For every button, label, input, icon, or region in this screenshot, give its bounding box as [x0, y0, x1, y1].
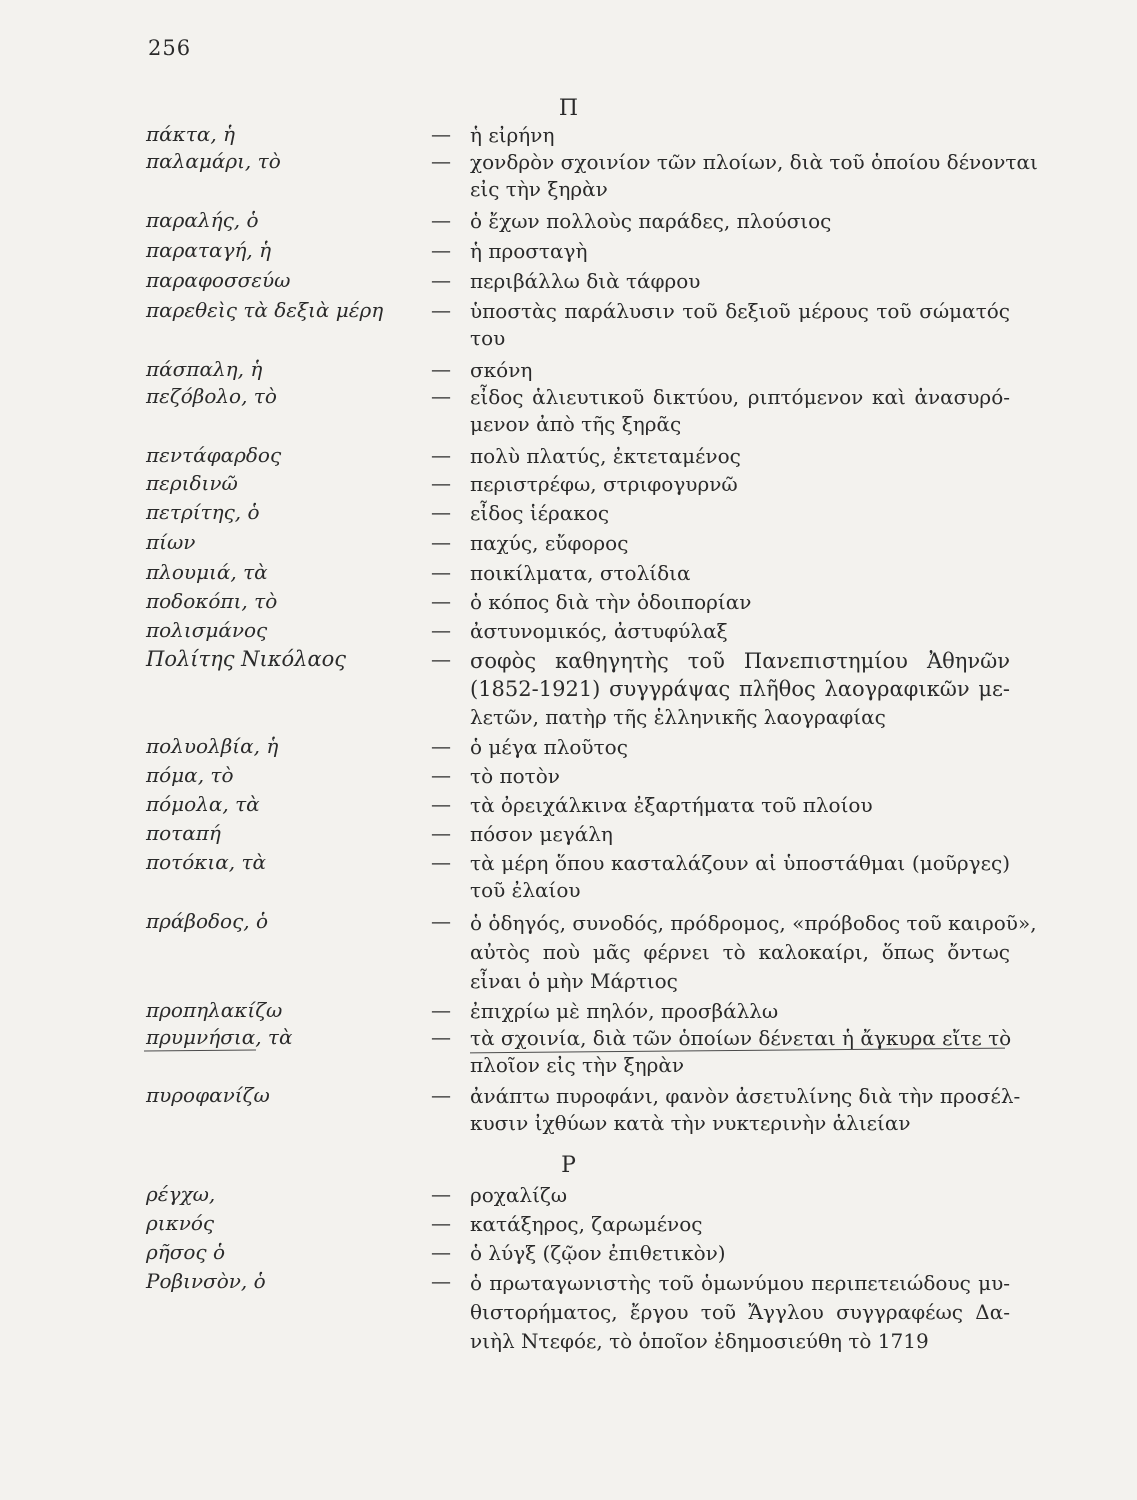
definition-line: ἀνάπτω πυροφάνι, φανὸν ἀσετυλίνης διὰ τὴν προσέλ-	[470, 1084, 1021, 1108]
definition-line: τὰ ὀρειχάλκινα ἐξαρτήματα τοῦ πλοίου	[470, 793, 873, 817]
glossary-entry	[0, 998, 1137, 1025]
entry-definition	[470, 298, 1010, 352]
entry-term: παραταγή, ἡ	[146, 238, 272, 262]
entry-dash: —	[431, 500, 451, 524]
entry-definition	[470, 763, 1010, 790]
glossary-entry	[0, 734, 1137, 761]
definition-line: ὑποστὰς παράλυσιν τοῦ δεξιοῦ μέρους τοῦ σώματός	[470, 299, 1010, 323]
entry-definition	[470, 821, 1010, 848]
definition-line: πόσον μεγάλη	[470, 822, 613, 846]
entry-dash: —	[431, 1182, 451, 1206]
definition-line: περιστρέφω, στριφογυρνῶ	[470, 472, 738, 496]
entry-term: πεντάφαρδος	[146, 443, 282, 467]
entry-dash: —	[431, 298, 451, 322]
definition-line: ποικίλματα, στολίδια	[470, 561, 691, 585]
definition-line: θιστορήματος, ἔργου τοῦ Ἄγγλου συγγραφέως Δα-	[470, 1300, 1010, 1324]
definition-line: παχύς, εὔφορος	[470, 531, 629, 555]
entry-term: ρῆσος ὁ	[146, 1240, 226, 1264]
entry-definition	[470, 443, 1010, 470]
definition-line: του	[470, 326, 506, 350]
glossary-entry	[0, 850, 1137, 902]
entry-term: πολυολβία, ἡ	[146, 734, 279, 758]
definition-line: σκόνη	[470, 358, 533, 382]
entry-definition	[470, 589, 1010, 616]
definition-line: τὸ ποτὸν	[470, 764, 560, 788]
glossary-entry	[0, 122, 1137, 149]
glossary-entry	[0, 530, 1137, 557]
entry-dash: —	[431, 238, 451, 262]
glossary-entry	[0, 560, 1137, 587]
entry-definition	[470, 792, 1010, 819]
entry-definition	[470, 500, 1010, 527]
definition-line: μενον ἀπὸ τῆς ξηρᾶς	[470, 412, 682, 436]
definition-line: ὁ ὁδηγός, συνοδός, πρόδρομος, «πρόβοδος τοῦ καιροῦ»,	[470, 911, 1037, 935]
entry-term: πάσπαλη, ἡ	[146, 357, 263, 381]
definition-line: εἰς τὴν ξηρὰν	[470, 177, 608, 201]
definition-line: λετῶν, πατὴρ τῆς ἑλληνικῆς λαογραφίας	[470, 705, 886, 729]
entry-term: πετρίτης, ὁ	[146, 500, 260, 524]
entry-definition	[470, 208, 1010, 235]
entry-dash: —	[431, 208, 451, 232]
entry-term: πόμολα, τὰ	[146, 792, 260, 816]
entry-dash: —	[431, 998, 451, 1022]
definition-line: ὁ κόπος διὰ τὴν ὁδοιπορίαν	[470, 590, 752, 614]
entry-dash: —	[431, 792, 451, 816]
entry-term: ποταπή	[146, 821, 221, 845]
entry-term: Πολίτης Νικόλαος	[146, 647, 347, 671]
glossary-entry	[0, 821, 1137, 848]
definition-line: νιὴλ Ντεφόε, τὸ ὁποῖον ἐδημοσιεύθη τὸ 1719	[470, 1329, 929, 1353]
entry-term: πράβοδος, ὁ	[146, 909, 269, 933]
glossary-entry	[0, 589, 1137, 616]
glossary-entry	[0, 384, 1137, 436]
entry-dash: —	[431, 471, 451, 495]
entry-definition	[470, 384, 1010, 438]
glossary-entry	[0, 1083, 1137, 1135]
definition-line: πολὺ πλατύς, ἐκτεταμένος	[470, 444, 741, 468]
section-letter-rho: Ρ	[561, 1153, 576, 1178]
entry-term: παρεθεὶς τὰ δεξιὰ μέρη	[146, 298, 384, 322]
entry-term: πολισμάνος	[146, 618, 268, 642]
entry-term: πλουμιά, τὰ	[146, 560, 268, 584]
entry-dash: —	[431, 122, 451, 146]
entry-term: περιδινῶ	[146, 471, 238, 495]
entry-dash: —	[431, 1269, 451, 1293]
glossary-entry	[0, 268, 1137, 295]
entry-definition	[470, 149, 1038, 203]
entry-definition	[470, 1240, 1010, 1267]
glossary-entry	[0, 500, 1137, 527]
entry-dash: —	[431, 268, 451, 292]
entry-dash: —	[431, 821, 451, 845]
definition-line: κατάξηρος, ζαρωμένος	[470, 1212, 703, 1236]
entry-dash: —	[431, 909, 451, 933]
glossary-entry	[0, 792, 1137, 819]
entry-dash: —	[431, 1240, 451, 1264]
entry-term: ρέγχω,	[146, 1182, 216, 1206]
entry-term: πυροφανίζω	[146, 1083, 270, 1107]
definition-line: σοφὸς καθηγητὴς τοῦ Πανεπιστημίου Ἀθηνῶν	[470, 649, 1010, 673]
definition-line: τὰ σχοινία, διὰ τῶν ὁποίων δένεται ἡ ἄγκυρα εἴτε τὸ	[470, 1026, 1012, 1050]
definition-line: ἀστυνομικός, ἀστυφύλαξ	[470, 619, 728, 643]
definition-line: ὁ μέγα πλοῦτος	[470, 735, 628, 759]
entry-definition	[470, 268, 1010, 295]
definition-line: εἶναι ὁ μὴν Μάρτιος	[470, 969, 678, 993]
glossary-entry	[0, 763, 1137, 790]
entry-definition	[470, 122, 1010, 149]
definition-line: περιβάλλω διὰ τάφρου	[470, 269, 701, 293]
definition-line: αὐτὸς ποὺ μᾶς φέρνει τὸ καλοκαίρι, ὅπως ὄντως	[470, 940, 1010, 964]
entry-term: παραφοσσεύω	[146, 268, 291, 292]
glossary-entry	[0, 208, 1137, 235]
entry-definition	[470, 560, 1010, 587]
entry-dash: —	[431, 443, 451, 467]
entry-term: παραλής, ὁ	[146, 208, 259, 232]
entry-term: πίων	[146, 530, 196, 554]
glossary-entry	[0, 357, 1137, 384]
entry-dash: —	[431, 149, 451, 173]
definition-line: τὰ μέρη ὅπου κασταλάζουν αἱ ὑποστάθμαι (μοῦργες)	[470, 851, 1010, 875]
entry-term: πρυμνήσια, τὰ	[146, 1025, 293, 1049]
glossary-entry	[0, 618, 1137, 645]
entry-definition	[470, 238, 1010, 265]
entry-dash: —	[431, 734, 451, 758]
entry-definition	[470, 998, 1010, 1025]
definition-line: ὁ πρωταγωνιστὴς τοῦ ὁμωνύμου περιπετειώδους μυ-	[470, 1271, 1010, 1295]
entry-dash: —	[431, 560, 451, 584]
entry-dash: —	[431, 357, 451, 381]
definition-line: χονδρὸν σχοινίον τῶν πλοίων, διὰ τοῦ ὁποίου δένονται	[470, 150, 1038, 174]
entry-dash: —	[431, 530, 451, 554]
definition-line: ἐπιχρίω μὲ πηλόν, προσβάλλω	[470, 999, 779, 1023]
definition-line: κυσιν ἰχθύων κατὰ τὴν νυκτερινὴν ἁλιείαν	[470, 1111, 911, 1135]
entry-definition	[470, 647, 1010, 731]
glossary-entry	[0, 443, 1137, 470]
glossary-entry	[0, 149, 1137, 201]
entry-definition	[470, 1083, 1021, 1137]
entry-definition	[470, 1269, 1010, 1356]
definition-line: εἶδος ἁλιευτικοῦ δικτύου, ριπτόμενον καὶ ἀνασυρό-	[470, 385, 1010, 409]
definition-line: ἡ προσταγὴ	[470, 239, 588, 263]
entry-definition	[470, 471, 1010, 498]
entry-definition	[470, 850, 1010, 904]
entry-dash: —	[431, 384, 451, 408]
glossary-entry	[0, 1240, 1137, 1267]
entry-definition	[470, 1182, 1010, 1209]
entry-definition	[470, 357, 1010, 384]
glossary-entry	[0, 238, 1137, 265]
entry-dash: —	[431, 1211, 451, 1235]
entry-term: παλαμάρι, τὸ	[146, 149, 281, 173]
entry-dash: —	[431, 1083, 451, 1107]
definition-line: ροχαλίζω	[470, 1183, 568, 1207]
glossary-entry	[0, 1211, 1137, 1238]
entry-dash: —	[431, 618, 451, 642]
entry-definition	[470, 618, 1010, 645]
glossary-entry	[0, 471, 1137, 498]
entry-term: προπηλακίζω	[146, 998, 283, 1022]
entry-term: Ροβινσὸν, ὁ	[146, 1269, 266, 1293]
section-letter-pi: Π	[558, 96, 579, 121]
entry-term: πάκτα, ἡ	[146, 122, 236, 146]
entry-dash: —	[431, 763, 451, 787]
definition-line: (1852-1921) συγγράψας πλῆθος λαογραφικῶν με-	[470, 677, 1010, 701]
entry-definition	[470, 530, 1010, 557]
entry-definition	[470, 909, 1037, 996]
entry-term: ποτόκια, τὰ	[146, 850, 267, 874]
entry-dash: —	[431, 850, 451, 874]
entry-dash: —	[431, 1025, 451, 1049]
glossary-entry	[0, 298, 1137, 350]
definition-line: εἶδος ἱέρακος	[470, 501, 610, 525]
glossary-entry	[0, 647, 1137, 729]
glossary-entry	[0, 909, 1137, 993]
page-number: 256	[148, 36, 192, 60]
glossary-entry	[0, 1182, 1137, 1209]
entry-term: πεζόβολο, τὸ	[146, 384, 277, 408]
entry-dash: —	[431, 647, 451, 671]
definition-line: πλοῖον εἰς τὴν ξηρὰν	[470, 1053, 685, 1077]
entry-dash: —	[431, 589, 451, 613]
definition-line: ὁ λύγξ (ζῷον ἐπιθετικὸν)	[470, 1241, 726, 1265]
entry-definition	[470, 734, 1010, 761]
definition-line: τοῦ ἐλαίου	[470, 878, 581, 902]
entry-term: πόμα, τὸ	[146, 763, 234, 787]
definition-line: ὁ ἔχων πολλοὺς παράδες, πλούσιος	[470, 209, 832, 233]
glossary-entry	[0, 1269, 1137, 1353]
entry-term: ποδοκόπι, τὸ	[146, 589, 278, 613]
definition-line: ἡ εἰρήνη	[470, 123, 555, 147]
entry-term: ρικνός	[146, 1211, 215, 1235]
entry-definition	[470, 1211, 1010, 1238]
